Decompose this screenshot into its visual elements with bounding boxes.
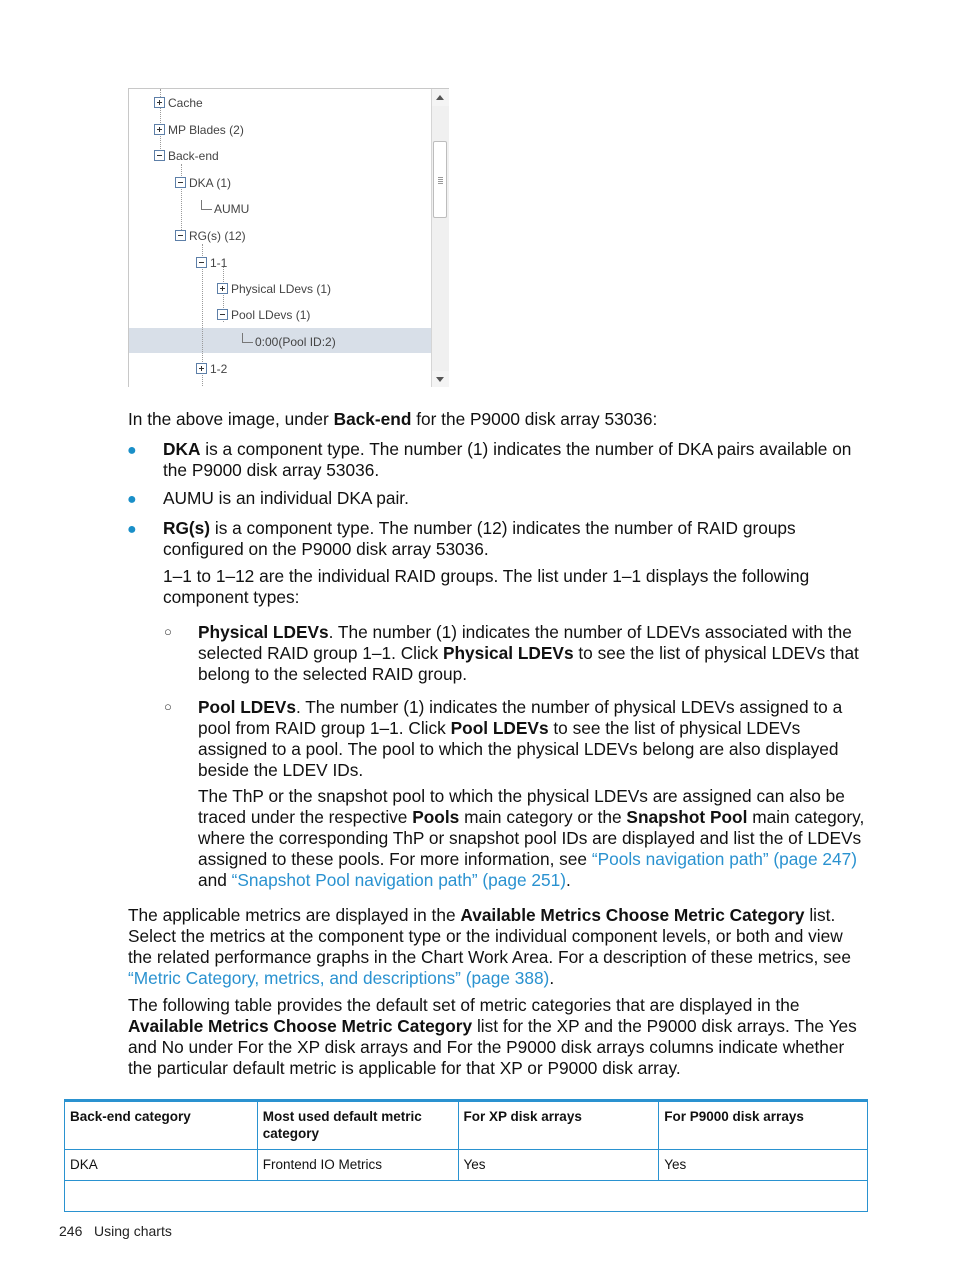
collapse-minus-icon[interactable] (175, 177, 186, 188)
leaf-connector-icon (242, 333, 253, 343)
expand-plus-icon[interactable] (217, 283, 228, 294)
metrics-paragraph: The applicable metrics are displayed in the Available Metrics Choose Metric Category list. Select the metrics at the component type or the individual component levels, or both and view the related performance graphs in the Chart Work Area. For a description of these metrics, see “Metric Category, metrics, and descriptions” (page 388). (128, 905, 851, 988)
tree-node-1-1[interactable]: 1-1 (196, 253, 227, 271)
table-cell: DKA (65, 1150, 258, 1181)
thp-paragraph: The ThP or the snapshot pool to which the physical LDEVs are assigned can also be traced under the respective Pools main category or the Snapshot Pool main category, where the corresponding ThP or snapshot pool IDs are displayed and list the of LDEVs assigned to these pools. For more information, see “Pools navigation path” (page 247) and “Snapshot Pool navigation path” (page 251). (198, 786, 865, 890)
bullet-aumu: AUMU is an individual DKA pair. (163, 488, 409, 508)
rgs-detail: 1–1 to 1–12 are the individual RAID groups. The list under 1–1 displays the following component types: (163, 566, 810, 607)
scroll-down-button[interactable] (432, 371, 449, 387)
scroll-thumb[interactable] (433, 141, 447, 218)
collapse-minus-icon[interactable] (217, 309, 228, 320)
tree-node-aumu[interactable]: AUMU (201, 199, 249, 217)
pools-navigation-link[interactable]: “Pools navigation path” (page 247) (591, 849, 857, 869)
table-cell: Frontend IO Metrics (257, 1150, 458, 1181)
intro-paragraph: In the above image, under Back-end for the P9000 disk array 53036: (128, 409, 658, 429)
collapse-minus-icon[interactable] (154, 150, 165, 161)
metric-categories-table (64, 1099, 868, 1212)
expand-plus-icon[interactable] (154, 124, 165, 135)
bullet-dot-icon: ● (127, 521, 137, 538)
table-row-empty (65, 1181, 868, 1212)
tree-node-pool-id[interactable]: 0:00(Pool ID:2) (242, 332, 336, 350)
table-row (65, 1150, 868, 1181)
metric-category-link[interactable]: “Metric Category, metrics, and descriptions” (page 388) (128, 968, 550, 988)
table-cell: Yes (458, 1150, 659, 1181)
vertical-scrollbar[interactable] (431, 89, 449, 387)
tree-node-physical-ldevs[interactable]: Physical LDevs (1) (217, 279, 331, 297)
arrow-up-icon (436, 95, 444, 100)
tree-node-dka[interactable]: DKA (1) (175, 173, 231, 191)
tree-node-cache[interactable]: Cache (154, 93, 203, 111)
footer-section-title: Using charts (94, 1223, 172, 1239)
bullet-dot-icon: ● (127, 442, 137, 459)
table-header-cell: For P9000 disk arrays (659, 1101, 868, 1150)
circle-bullet-icon: ○ (164, 699, 172, 714)
collapse-minus-icon[interactable] (175, 230, 186, 241)
tree-node-rgs[interactable]: RG(s) (12) (175, 226, 246, 244)
bullet-dka: DKA is a component type. The number (1) indicates the number of DKA pairs available on the P9000 disk array 53036. (163, 439, 852, 480)
bullet-dot-icon: ● (127, 491, 137, 508)
expand-plus-icon[interactable] (154, 97, 165, 108)
bullet-rgs: RG(s) is a component type. The number (12) indicates the number of RAID groups configured on the P9000 disk array 53036. (163, 518, 796, 559)
page-footer (59, 1222, 172, 1240)
subbullet-physical-ldevs: Physical LDEVs. The number (1) indicates the number of LDEVs associated with the selected RAID group 1–1. Click Physical LDEVs to see the list of physical LDEVs that belong to the selected RAID group. (198, 622, 859, 684)
table-header-row (65, 1101, 868, 1150)
expand-plus-icon[interactable] (196, 363, 207, 374)
table-header-cell: Back-end category (65, 1101, 258, 1150)
arrow-down-icon (436, 377, 444, 382)
scroll-up-button[interactable] (432, 89, 449, 106)
tree-node-mp-blades[interactable]: MP Blades (2) (154, 120, 244, 138)
snapshot-pool-navigation-link[interactable]: “Snapshot Pool navigation path” (page 251) (231, 870, 566, 890)
page-number: 246 (59, 1223, 83, 1239)
table-header-cell: Most used default metric category (257, 1101, 458, 1150)
collapse-minus-icon[interactable] (196, 257, 207, 268)
tree-node-1-2[interactable]: 1-2 (196, 359, 227, 377)
tree-node-pool-ldevs[interactable]: Pool LDevs (1) (217, 305, 310, 323)
leaf-connector-icon (201, 200, 212, 210)
circle-bullet-icon: ○ (164, 624, 172, 639)
table-cell: Yes (659, 1150, 868, 1181)
table-intro-paragraph: The following table provides the default set of metric categories that are displayed in the Available Metrics Choose Metric Category list for the XP and the P9000 disk arrays. The Yes and No under For the XP disk arrays and For the P9000 disk arrays columns indicate whether the particular default metric is applicable for that XP or P9000 disk array. (128, 995, 857, 1078)
table-cell-empty (65, 1181, 868, 1212)
tree-view (128, 88, 449, 387)
table-header-cell: For XP disk arrays (458, 1101, 659, 1150)
tree-node-back-end[interactable]: Back-end (154, 146, 219, 164)
subbullet-pool-ldevs: Pool LDEVs. The number (1) indicates the number of physical LDEVs assigned to a pool from RAID group 1–1. Click Pool LDEVs to see the list of physical LDEVs assigned to a pool. The pool to which the physical LDEVs belong are also displayed beside the LDEV IDs. (198, 697, 843, 780)
